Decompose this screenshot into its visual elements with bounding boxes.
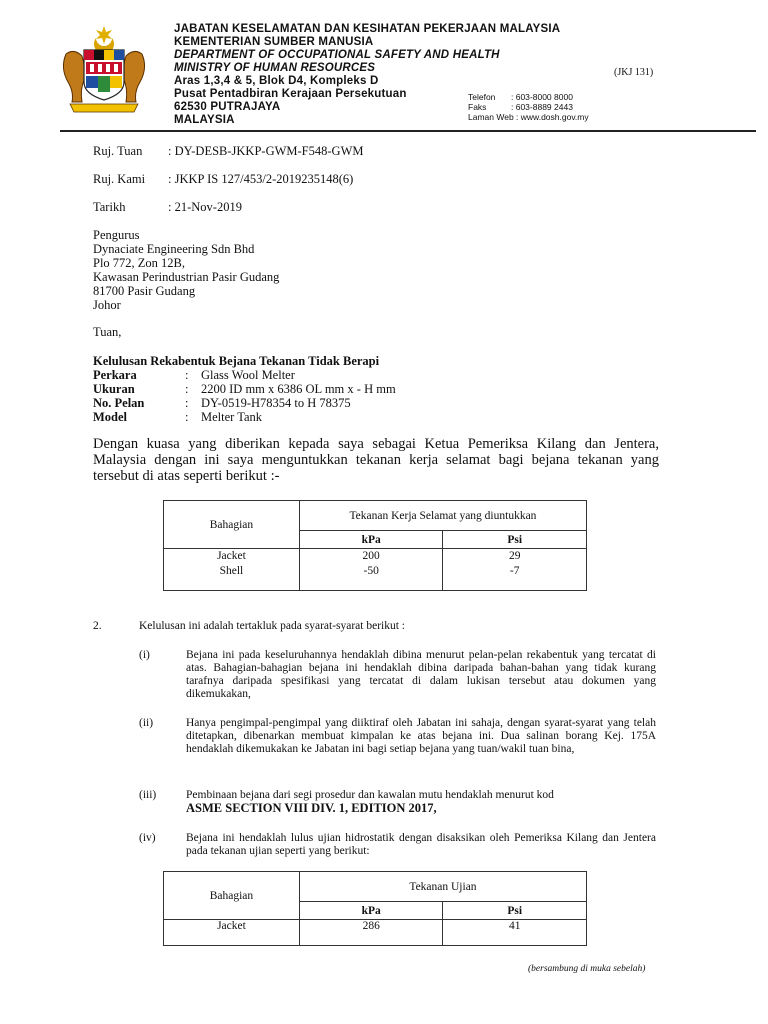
address-line-3: 62530 PUTRAJAYA: [174, 101, 281, 113]
address-line-1: Aras 1,3,4 & 5, Blok D4, Kompleks D: [174, 75, 379, 87]
address-line: Plo 772, Zon 12B,: [93, 256, 186, 270]
fax-value: : 603-8889 2443: [511, 102, 573, 112]
address-line: Dynaciate Engineering Sdn Bhd: [93, 242, 255, 256]
subject-row: No. Pelan : DY-0519-H78354 to H 78375: [93, 396, 351, 410]
phone-value: : 603-8000 8000: [511, 92, 573, 102]
continuation-note: (bersambung di muka sebelah): [528, 964, 646, 974]
ruj-tuan-label: Ruj. Tuan: [93, 144, 143, 158]
table-header-kpa: kPa: [299, 531, 443, 549]
table-header-part: Bahagian: [164, 872, 300, 920]
condition-number: (i): [139, 649, 150, 661]
table-cell-psi: 29 -7: [443, 549, 587, 591]
table-header-group: Tekanan Ujian: [299, 872, 586, 902]
address-line: Kawasan Perindustrian Pasir Gudang: [93, 270, 280, 284]
phone-label: Telefon: [468, 92, 496, 102]
table-header-psi: Psi: [443, 531, 587, 549]
org-name-malay: JABATAN KESELAMATAN DAN KESIHATAN PEKERJAAN MALAYSIA: [174, 23, 561, 35]
safe-working-pressure-table: [163, 500, 587, 591]
table-header-psi: Psi: [443, 902, 587, 920]
subject-row: Model : Melter Tank: [93, 410, 263, 424]
table-cell-part: Jacket Shell: [164, 549, 300, 591]
condition-number: (iv): [139, 832, 156, 844]
coat-of-arms-logo: [56, 24, 152, 114]
table-header-kpa: kPa: [299, 902, 443, 920]
ruj-tuan-value: : DY-DESB-JKKP-GWM-F548-GWM: [168, 144, 364, 158]
subject-row: Perkara : Glass Wool Melter: [93, 368, 295, 382]
salutation: Tuan,: [93, 325, 122, 339]
condition-text: Pembinaan bejana dari segi prosedur dan kawalan mutu hendaklah menurut kod ASME SECTION VIII DIV. 1, EDITION 2017,: [186, 789, 656, 815]
condition-number: (ii): [139, 717, 154, 729]
condition-text: Bejana ini pada keseluruhannya hendaklah dibina menurut pelan-pelan rekabentuk yang tercatat di atas. Bahagian-bahagian bejana ini hendaklah dibina daripada bahan-bahan yang tidak kurang tarafnya daripada spesifikasi yang tercatat di dalam lukisan tersebut atau dokumen yang dikemukakan,: [186, 649, 656, 700]
ministry-english: MINISTRY OF HUMAN RESOURCES: [174, 62, 376, 74]
intro-paragraph: Dengan kuasa yang diberikan kepada saya sebagai Ketua Pemeriksa Kilang dan Jentera, Malaysia dengan ini saya menguntukkan tekanan kerja selamat bagi bejana tekanan yang tersebut di atas seperti berikut :-: [93, 436, 659, 484]
subject-block: [93, 354, 693, 424]
test-pressure-table: [163, 871, 587, 946]
header-divider: [60, 130, 756, 132]
table-cell-psi: 41: [443, 920, 587, 946]
subject-title: Kelulusan Rekabentuk Bejana Tekanan Tidak Berapi: [93, 354, 380, 368]
address-line: Pengurus: [93, 228, 140, 242]
ruj-kami-value: : JKKP IS 127/453/2-2019235148(6): [168, 172, 354, 186]
tarikh-label: Tarikh: [93, 200, 126, 214]
subject-row: Ukuran : 2200 ID mm x 6386 OL mm x - H mm: [93, 382, 396, 396]
tarikh-value: : 21-Nov-2019: [168, 200, 242, 214]
address-line-2: Pusat Pentadbiran Kerajaan Persekutuan: [174, 88, 407, 100]
table-cell-kpa: 200 -50: [299, 549, 443, 591]
asme-code: ASME SECTION VIII DIV. 1, EDITION 2017,: [186, 801, 437, 815]
condition-text: Hanya pengimpal-pengimpal yang diiktiraf oleh Jabatan ini sahaja, dengan syarat-syarat yang telah ditetapkan, dibenarkan membuat kimpalan ke atas bejana ini. Dua salinan borang Kej. 175A hendaklah dikemukakan ke Jabatan ini bagi setiap bejana yang tuan/wakil tuan bina,: [186, 717, 656, 755]
address-line: Johor: [93, 298, 121, 312]
address-line-4: MALAYSIA: [174, 114, 235, 126]
address-line: 81700 Pasir Gudang: [93, 284, 196, 298]
recipient-address: [93, 228, 493, 312]
ruj-kami-label: Ruj. Kami: [93, 172, 146, 186]
section-2-number: 2.: [93, 620, 102, 632]
fax-label: Faks: [468, 102, 487, 112]
website: Laman Web : www.dosh.gov.my: [468, 112, 589, 122]
condition-text: Bejana ini hendaklah lulus ujian hidrostatik dengan disaksikan oleh Pemeriksa Kilang dan Jentera pada tekanan ujian seperti yang berikut:: [186, 832, 656, 857]
org-name-english: DEPARTMENT OF OCCUPATIONAL SAFETY AND HEALTH: [174, 49, 500, 61]
table-cell-kpa: 286: [299, 920, 443, 946]
contact-block: [468, 92, 648, 122]
section-2-lead: Kelulusan ini adalah tertakluk pada syarat-syarat berikut :: [139, 620, 405, 632]
table-header-group: Tekanan Kerja Selamat yang diuntukkan: [299, 501, 586, 531]
condition-number: (iii): [139, 789, 157, 801]
table-header-part: Bahagian: [164, 501, 300, 549]
table-cell-part: Jacket: [164, 920, 300, 946]
ministry-malay: KEMENTERIAN SUMBER MANUSIA: [174, 36, 374, 48]
form-code: (JKJ 131): [614, 67, 654, 78]
ref-block: [93, 144, 693, 228]
